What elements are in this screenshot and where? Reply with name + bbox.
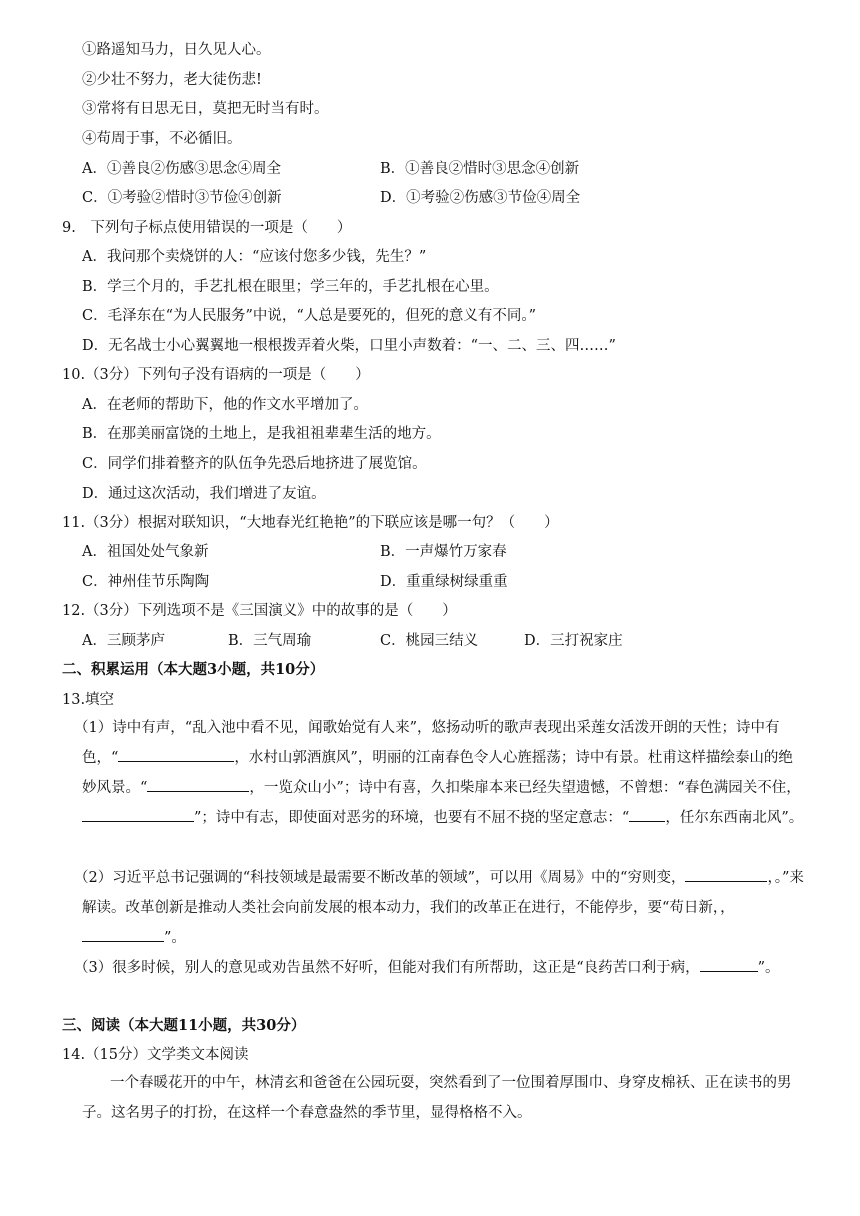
q10-option-d: D．通过这次活动，我们增进了友谊。 <box>82 486 326 502</box>
q9-stem: 9. 下列句子标点使用错误的一项是（ ） <box>62 220 352 236</box>
answer-blank-3[interactable] <box>82 805 194 822</box>
proverb-1: ①路遥知马力，日久见人心。 <box>82 42 271 58</box>
q8-option-b: B．①善良②惜时③思念④创新 <box>380 161 580 177</box>
proverb-3: ③常将有日思无日，莫把无时当有时。 <box>82 101 329 117</box>
q12-option-d: D．三打祝家庄 <box>524 633 623 649</box>
answer-blank-4[interactable] <box>629 805 665 822</box>
q10-option-c: C．同学们排着整齐的队伍争先恐后地挤进了展览馆。 <box>82 456 427 472</box>
q13-p1-text-d: ”；诗中有志，即使面对恶劣的环境，也要有不屈不挠的坚定意志：“ <box>194 810 630 826</box>
q13-p2-text-b: ， <box>767 870 775 886</box>
answer-blank-2[interactable] <box>147 775 249 792</box>
q13-p2-text-c: 。”来解读。改革创新是推动人类社会向前发展的根本动力，我们的改革正在进行，不能停步，要“苟日新， <box>82 870 804 916</box>
q13-part-1 <box>74 713 804 833</box>
q14-passage: 一个春暖花开的中午，林清玄和爸爸在公园玩耍，突然看到了一位围着厚围巾、身穿皮棉袄、正在读书的男子。这名男子的打扮，在这样一个春意盎然的季节里，显得格格不入。 <box>82 1075 792 1121</box>
q13-p3-text-b: ”。 <box>757 960 780 976</box>
q10-option-a: A．在老师的帮助下，他的作文水平增加了。 <box>82 397 368 413</box>
q13-p2-text-e: ”。 <box>164 930 186 946</box>
q9-option-c: C．毛泽东在“为人民服务”中说，“人总是要死的，但死的意义有不同。” <box>82 308 536 324</box>
q13-part-2 <box>74 863 804 953</box>
section-3-heading: 三、阅读（本大题11小题，共30分） <box>62 1017 306 1034</box>
q12-stem: 12.（3分）下列选项不是《三国演义》中的故事的是（ ） <box>62 603 457 619</box>
q10-option-b: B．在那美丽富饶的土地上，是我祖祖辈辈生活的地方。 <box>82 426 441 442</box>
answer-blank-6[interactable] <box>82 925 164 942</box>
q12-option-b: B．三气周瑜 <box>228 633 312 649</box>
answer-blank-7[interactable] <box>700 955 758 972</box>
answer-blank-5[interactable] <box>685 865 767 882</box>
q12-option-a: A．三顾茅庐 <box>82 633 165 649</box>
q11-option-d: D．重重绿树绿重重 <box>380 574 508 590</box>
q11-option-b: B．一声爆竹万家春 <box>380 544 507 560</box>
q12-option-c: C．桃园三结义 <box>380 633 479 649</box>
q8-option-c: C．①考验②惜时③节俭④创新 <box>82 190 282 206</box>
q8-option-a: A．①善良②伤感③思念④周全 <box>82 161 281 177</box>
q10-stem: 10.（3分）下列句子没有语病的一项是（ ） <box>62 367 370 383</box>
answer-blank-1[interactable] <box>118 745 234 762</box>
q13-p1-text-e: ，任尔东西南北风”。 <box>665 810 804 826</box>
q9-option-a: A．我问那个卖烧饼的人：“应该付您多少钱，先生？” <box>82 249 427 265</box>
q9-option-d: D．无名战士小心翼翼地一根根拨弄着火柴，口里小声数着：“一、二、三、四……” <box>82 338 616 354</box>
q8-option-d: D．①考验②伤感③节俭④周全 <box>380 190 581 206</box>
q11-option-c: C．神州佳节乐陶陶 <box>82 574 210 590</box>
q14-stem: 14.（15分）文学类文本阅读 <box>62 1047 249 1063</box>
q13-stem: 13.填空 <box>62 692 115 708</box>
q11-option-a: A．祖国处处气象新 <box>82 544 209 560</box>
section-2-heading: 二、积累运用（本大题3小题，共10分） <box>62 661 325 678</box>
q13-p1-text-a: （1）诗中有声，“乱入池中看不见，闻歌始觉有人来”，悠扬动听的歌声表现出采莲女活泼开朗的天性；诗中有色，“ <box>74 720 780 766</box>
q13-p2-text-a: （2）习近平总书记强调的“科技领域是最需要不断改革的领域”，可以用《周易》中的“穷则变， <box>74 870 686 886</box>
q13-p3-text-a: （3）很多时候，别人的意见或劝告虽然不好听，但能对我们有所帮助，这正是“良药苦口利于病， <box>74 960 700 976</box>
q13-p1-text-c: ，一览众山小”；诗中有喜，久扣柴扉本来已经失望遗憾，不曾想：“春色满园关不住， <box>249 780 801 796</box>
q13-p1-text-b: ，水村山郭酒旗风”，明丽的江南春色令人心旌摇荡；诗中有景。杜甫这样描绘泰山的绝妙风景。“ <box>82 750 793 796</box>
q9-option-b: B．学三个月的，手艺扎根在眼里；学三年的，手艺扎根在心里。 <box>82 279 499 295</box>
proverb-4: ④苟周于事，不必循旧。 <box>82 131 242 147</box>
q11-stem: 11.（3分）根据对联知识，“大地春光红艳艳”的下联应该是哪一句？（ ） <box>62 515 559 531</box>
q13-p2-text-d: ， <box>720 900 735 916</box>
q13-part-3 <box>74 953 804 983</box>
proverb-2: ②少壮不努力，老大徒伤悲! <box>82 72 262 88</box>
